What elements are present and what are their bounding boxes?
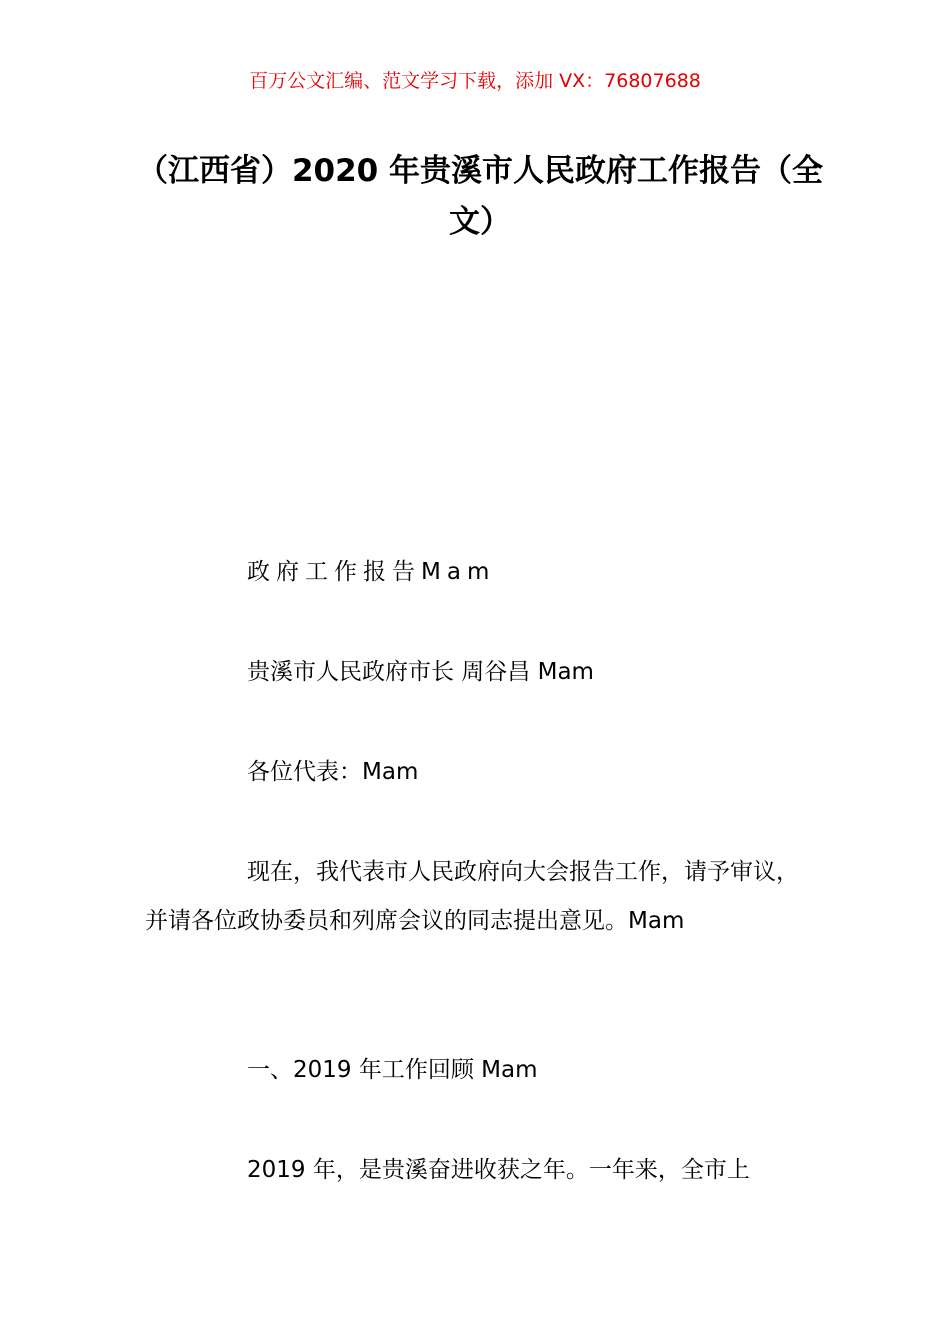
section-heading-2019-review: 一、2019 年工作回顾 Mam (247, 1057, 538, 1083)
paragraph-opening: 现在，我代表市人民政府向大会报告工作，请予审议，并请各位政协委员和列席会议的同志提出意见。Mam (145, 859, 799, 934)
header-note: 百万公文汇编、范文学习下载，添加 VX：76807688 (249, 70, 701, 92)
paragraph-2019-summary: 2019 年，是贵溪奋进收获之年。一年来，全市上 (247, 1157, 750, 1183)
paragraph-report-heading: 政府工作报告Mam (247, 559, 496, 585)
paragraph-mayor-byline: 贵溪市人民政府市长 周谷昌 Mam (247, 659, 594, 685)
document-title: （江西省）2020 年贵溪市人民政府工作报告（全文） (136, 153, 824, 240)
paragraph-salutation: 各位代表：Mam (247, 759, 419, 785)
